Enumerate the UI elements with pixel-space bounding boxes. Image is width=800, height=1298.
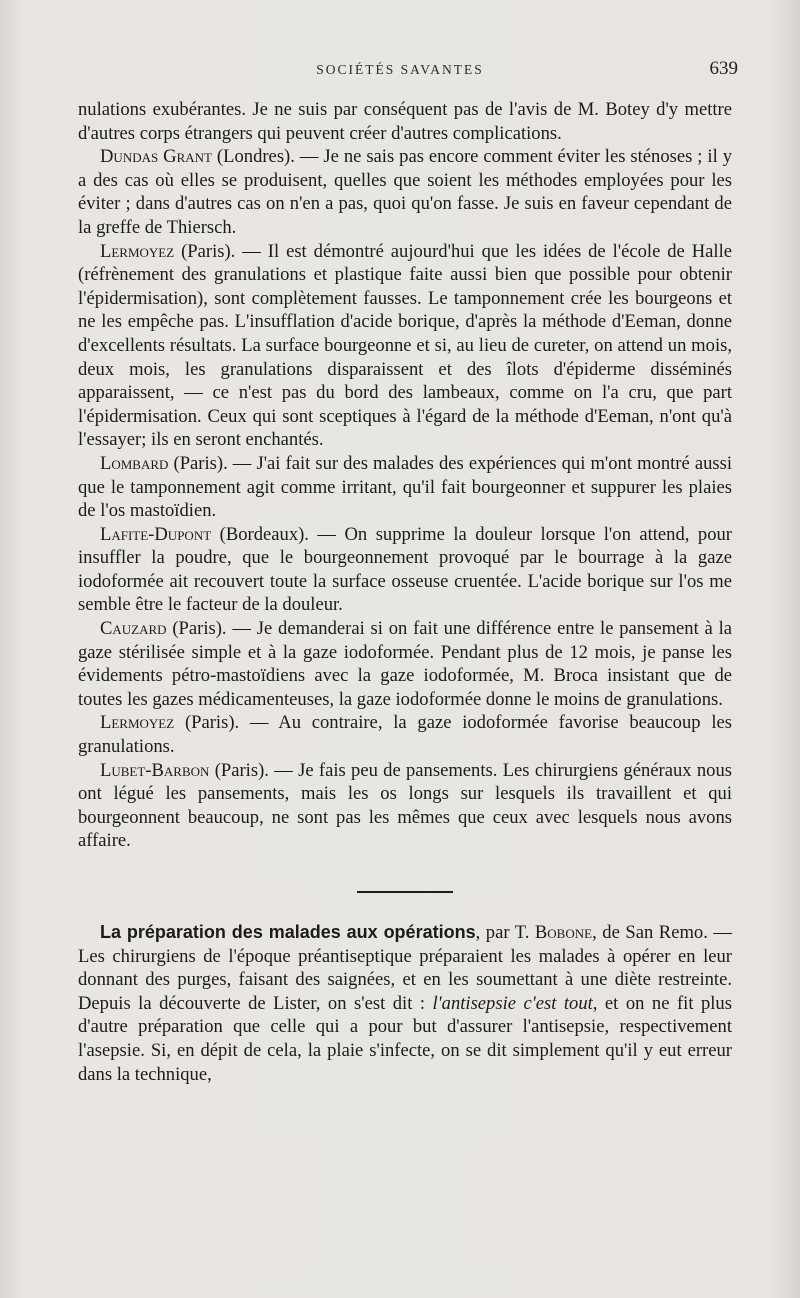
paragraph-continuation [78,98,732,145]
speaker-location: (Londres). [211,146,295,168]
article-paragraph [78,921,732,1086]
speaker-location: (Paris). [174,240,236,262]
article-text-continued: , et on ne fit plus d'autre préparation que celle qui a pour but d'assurer l'antisepsie, respectivement l'asepsie. Si, en dépit de cela, la plaie s'infecte, on se dit simplement qu'il y eut erreur dans la technique, [78,992,732,1085]
paragraph-text: — Il est démontré aujourd'hui que les idées de l'école de Halle (réfrènement des granulations et plastique faite aussi bien que possible pour obtenir l'épidermisation), sont complètement fausses. Le tamponnement crée les bourgeons et ne les empêche pas. L'insufflation d'acide borique, d'après la méthode d'Eeman, donne d'excellents résultats. La surface bourgeonne et si, au lieu de cureter, on attend un mois, deux mois, les granulations disparaissent et des îlots d'épiderme disséminés apparaissent, — ce n'est pas du bord des lambeaux, comme on l'a cru, que part l'épidermisation. Ceux qui sont sceptiques à l'égard de la méthode d'Eeman, n'ont qu'à l'essayer; ils en seront enchantés. [78,240,732,451]
speaker-name: Lubet-Barbon [100,759,210,781]
speaker-name: Dundas Grant [100,146,212,168]
speaker-name: Lafite-Dupont [100,523,212,545]
paragraph-lermoyez-2 [78,711,732,758]
speaker-location: (Bordeaux). [211,523,309,545]
speaker-name: Cauzard [100,618,167,640]
paragraph-text: — On supprime la douleur lorsque l'on attend, pour insuffler la poudre, que le bourgeonnement provoqué par le bourrage à la gaze iodoformée ait recouvert toute la surface osseuse cruentée. L'acide borique sur l'os me semble être le facteur de la douleur. [78,523,732,616]
article-text: , de San Remo. — Les chirurgiens de l'époque préantiseptique préparaient les malades à opérer en leur donnant des purges, faisant des saignées, et en les soumettant à une diète restreinte. Depuis la découverte de Lister, on s'est dit : [78,922,732,1014]
paragraph-text: — Au contraire, la gaze iodoformée favorise beaucoup les granulations. [78,712,732,758]
speaker-location: (Paris). [174,712,240,734]
paragraph-text: — Je ne sais pas encore comment éviter les sténoses ; il y a des cas où elles se produisent, quelles que soient les méthodes employées pour les éviter ; dans d'autres cas on n'en a pas, quoi qu'on fasse. Je suis en faveur cependant de la greffe de Thiersch. [78,146,732,238]
speaker-location: (Paris). [166,618,227,640]
paragraph-lombard [78,452,732,523]
page-number: 639 [709,58,738,79]
body-text [78,98,732,1086]
article [78,921,732,1086]
section-divider [357,891,453,893]
speaker-name: Lombard [100,452,169,474]
paragraph-lermoyez [78,240,732,452]
article-author: Bobone [534,922,593,943]
paragraph-text: — Je fais peu de pansements. Les chirurgiens généraux nous ont légué les pansements, mais les os longs sur lesquels ils travaillent et qui bourgeonnent beaucoup, ne sont pas les mêmes que ceux avec lesquels nous avons affaire. [78,759,732,852]
paragraph-text: nulations exubérantes. Je ne suis par conséquent pas de l'avis de M. Botey d'y mettre d'autres corps étrangers qui peuvent créer d'autres complications. [78,99,732,144]
paragraph-lubet-barbon [78,759,732,853]
speaker-name: Lermoyez [100,712,175,734]
paragraph-lafite-dupont [78,523,732,617]
article-title: La préparation des malades aux opérations [100,922,476,942]
paragraph-dundas-grant [78,145,732,239]
speaker-name: Lermoyez [100,240,175,262]
speaker-location: (Paris). [168,452,228,474]
paragraph-text: — Je demanderai si on fait une différence entre le pansement à la gaze stérilisée simple et à la gaze iodoformée. Pendant plus de 12 mois, je panse les évidements pétro-mastoïdiens avec la gaze iodoformée, M. Broca insistant que de toutes les gazes médicamenteuses, la gaze iodoformée donne le moins de granulations. [78,618,732,710]
article-quote: l'antisepsie c'est tout [432,992,593,1014]
running-title: SOCIÉTÉS SAVANTES [316,62,484,77]
article-byline: , par T. [475,922,535,943]
paragraph-cauzard [78,617,732,711]
speaker-location: (Paris). [209,759,269,781]
paragraph-text: — J'ai fait sur des malades des expériences qui m'ont montré aussi que le tamponnement agit comme irritant, qu'il fait bourgeonner et suppurer les plaies de l'os mastoïdien. [78,452,733,522]
